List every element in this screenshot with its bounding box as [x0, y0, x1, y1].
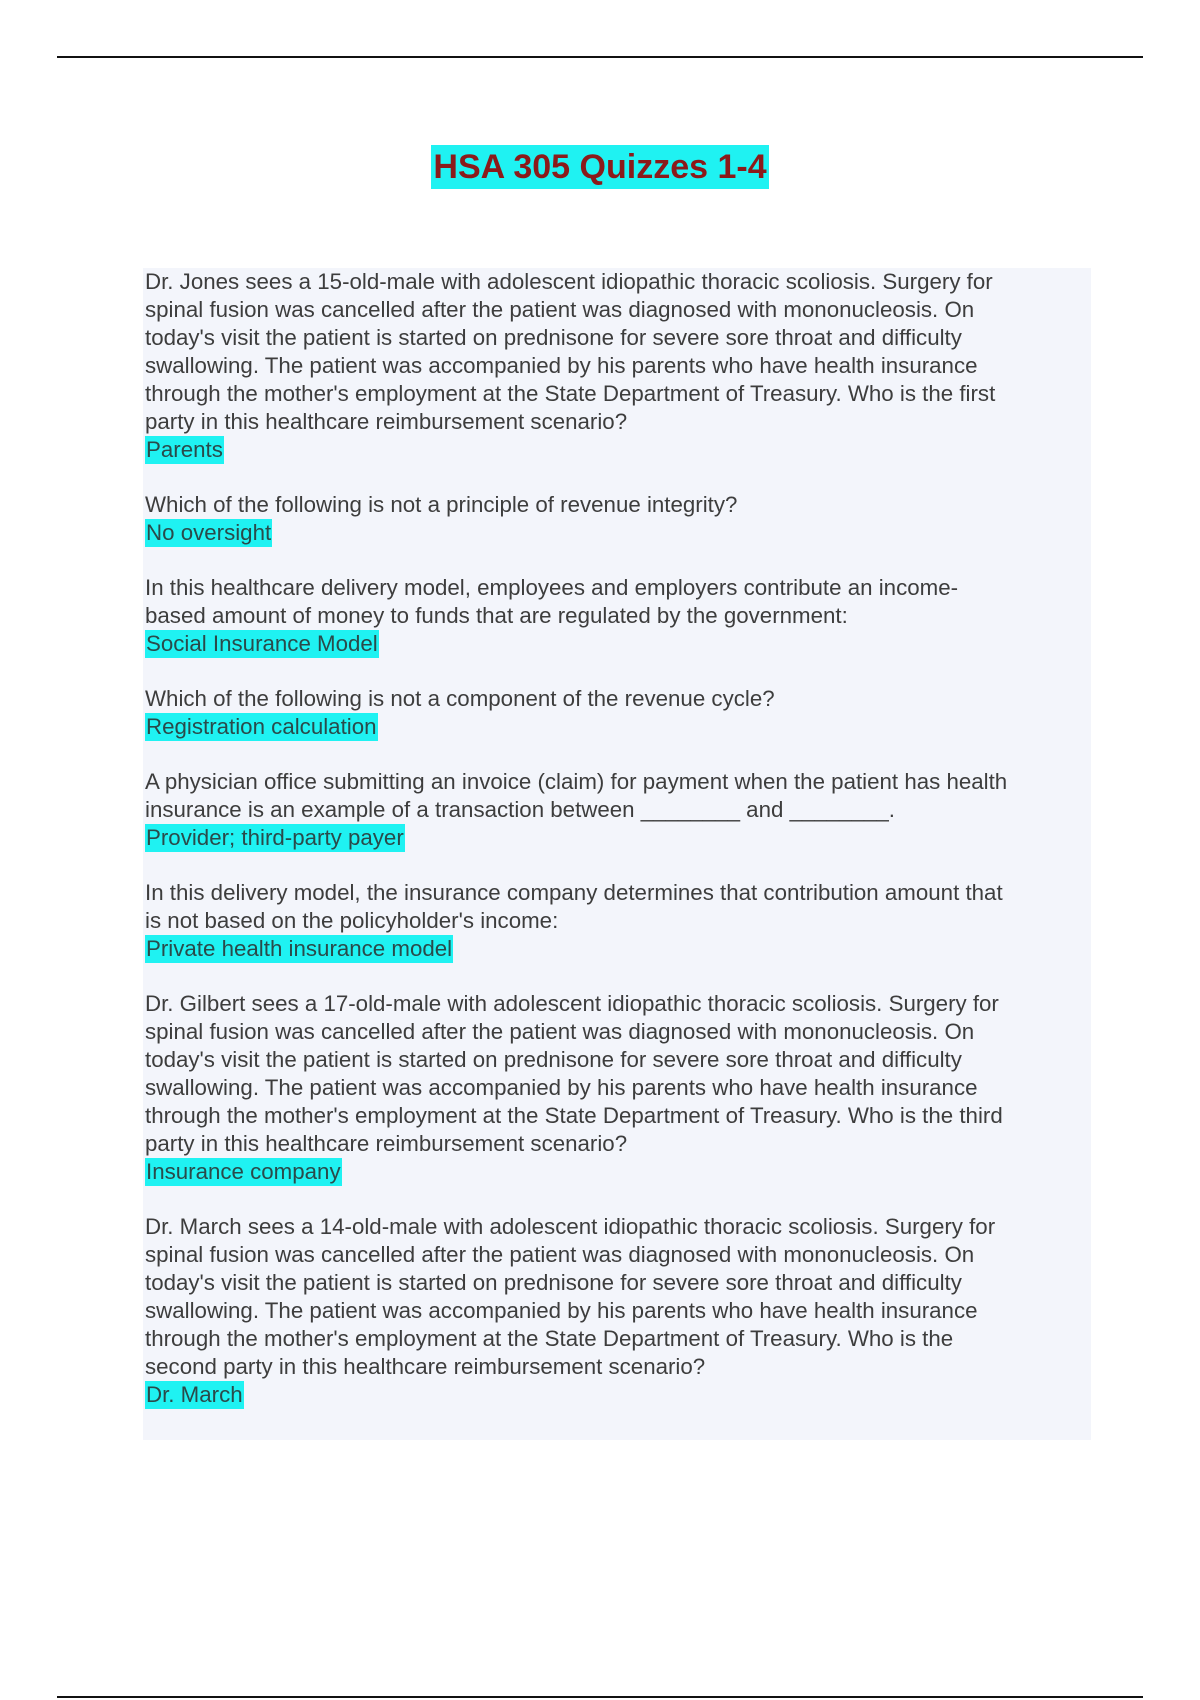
qa-item [145, 268, 1091, 464]
title-container [0, 145, 1200, 189]
qa-item [145, 768, 1091, 852]
answer-highlight: Parents [146, 437, 223, 462]
answer-highlight: Private health insurance model [146, 936, 453, 961]
answer-highlight: No oversight [146, 520, 272, 545]
question-text: Which of the following is not a principle of revenue integrity? [145, 492, 738, 517]
answer-highlight: Registration calculation [146, 714, 377, 739]
qa-item [145, 574, 1091, 658]
answer-highlight: Dr. March [146, 1382, 243, 1407]
question-text: Dr. Gilbert sees a 17-old-male with adolescent idiopathic thoracic scoliosis. Surgery for spinal fusion was cancelled after the patient was diagnosed with mononucleosis. On today's visit the patient is started on prednisone for severe sore throat and difficulty swallowing. The patient was accompanied by his parents who have health insurance through the mother's employment at the State Department of Treasury. Who is the third party in this healthcare reimbursement scenario? [145, 991, 1003, 1156]
qa-item [145, 1213, 1091, 1409]
qa-content-box [143, 268, 1091, 1440]
question-text: A physician office submitting an invoice (claim) for payment when the patient has health insurance is an example of a transaction between ________ and ________. [145, 769, 1008, 822]
question-text: In this delivery model, the insurance company determines that contribution amount that is not based on the policyholder's income: [145, 880, 1003, 933]
question-text: Dr. March sees a 14-old-male with adolescent idiopathic thoracic scoliosis. Surgery for spinal fusion was cancelled after the patient was diagnosed with mononucleosis. On today's visit the patient is started on prednisone for severe sore throat and difficulty swallowing. The patient was accompanied by his parents who have health insurance through the mother's employment at the State Department of Treasury. Who is the second party in this healthcare reimbursement scenario? [145, 1214, 996, 1379]
qa-item [145, 990, 1091, 1186]
answer-highlight: Provider; third-party payer [146, 825, 404, 850]
answer-highlight: Insurance company [146, 1159, 341, 1184]
qa-item [145, 491, 1091, 547]
qa-item [145, 685, 1091, 741]
qa-list [143, 268, 1091, 1409]
qa-item [145, 879, 1091, 963]
bottom-rule [57, 1696, 1143, 1698]
question-text: Dr. Jones sees a 15-old-male with adolescent idiopathic thoracic scoliosis. Surgery for spinal fusion was cancelled after the patient was diagnosed with mononucleosis. On today's visit the patient is started on prednisone for severe sore throat and difficulty swallowing. The patient was accompanied by his parents who have health insurance through the mother's employment at the State Department of Treasury. Who is the first party in this healthcare reimbursement scenario? [145, 269, 996, 434]
top-rule [57, 56, 1143, 58]
page-title: HSA 305 Quizzes 1-4 [431, 145, 768, 189]
question-text: Which of the following is not a component of the revenue cycle? [145, 686, 775, 711]
question-text: In this healthcare delivery model, employees and employers contribute an income- based amount of money to funds that are regulated by the government: [145, 575, 959, 628]
answer-highlight: Social Insurance Model [146, 631, 378, 656]
